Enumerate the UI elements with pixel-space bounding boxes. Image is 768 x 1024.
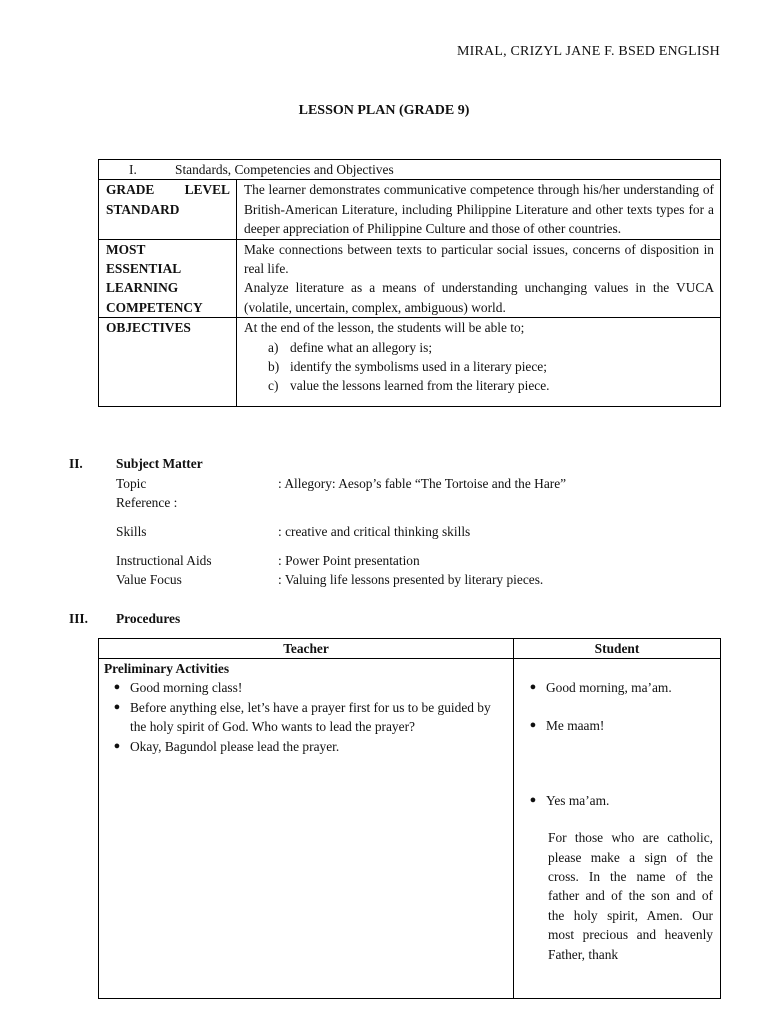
objectives-cell [237, 318, 721, 407]
document-title: LESSON PLAN (GRADE 9) [298, 103, 470, 118]
list-item: ● Yes ma’am. [520, 791, 713, 810]
grade-level-standard-text: The learner demonstrates communicative competence through his/her understanding of British-American Literature, including Philippine Literature and other texts types for a deeper appreciation of Philippine Culture and those of other countries. [237, 180, 721, 239]
section2-title: Subject Matter [116, 456, 203, 471]
topic-label: Topic [116, 476, 147, 491]
instructional-aids-value: : Power Point presentation [278, 553, 420, 568]
list-item: ● Good morning class! [104, 678, 507, 697]
list-item: b) identify the symbolisms used in a literary piece; [268, 359, 547, 375]
value-focus-label: Value Focus [116, 572, 182, 587]
section1-heading [99, 160, 721, 180]
bullet-icon: ● [113, 681, 121, 694]
competency-paragraph: Make connections between texts to particular social issues, concerns of disposition in real life. [244, 241, 714, 277]
objectives-list [244, 338, 714, 396]
skills-label: Skills [116, 524, 147, 539]
section1-number: I. [129, 162, 137, 177]
list-item: ● Okay, Bagundol please lead the prayer. [104, 737, 507, 756]
instructional-aids-label: Instructional Aids [116, 553, 212, 568]
bullet-icon: ● [529, 719, 537, 732]
column-header-student: Student [514, 639, 721, 659]
standards-table [98, 159, 721, 407]
grade-level-standard-label: GRADE LEVEL STANDARD [99, 180, 237, 239]
competency-label: MOST ESSENTIAL LEARNING COMPETENCY [99, 239, 237, 318]
section3-title: Procedures [116, 611, 181, 626]
student-prayer-text: For those who are catholic, please make a sign of the cross. In the name of the father and of the son and of the holy spirit, Amen. Our most precious and heavenly Father, thank [548, 830, 713, 962]
student-cell [514, 659, 721, 999]
list-item: ● Good morning, ma’am. [520, 678, 713, 697]
column-header-teacher: Teacher [99, 639, 514, 659]
list-item: a) define what an allegory is; [268, 339, 433, 355]
teacher-cell [99, 659, 514, 999]
competency-text [237, 239, 721, 318]
section2-number: II. [69, 456, 83, 471]
list-item: ● Me maam! [520, 716, 713, 735]
topic-value: : Allegory: Aesop’s fable “The Tortoise and the Hare” [278, 476, 567, 491]
list-item: c) value the lessons learned from the literary piece. [268, 378, 550, 394]
preliminary-activities-title: Preliminary Activities [104, 661, 230, 676]
table-row [99, 659, 721, 999]
table-header-row [99, 639, 721, 659]
value-focus-value: : Valuing life lessons presented by literary pieces. [278, 572, 544, 587]
bullet-icon: ● [529, 793, 537, 806]
objectives-label: OBJECTIVES [99, 318, 237, 407]
skills-value: : creative and critical thinking skills [278, 524, 471, 539]
bullet-icon: ● [113, 700, 121, 713]
list-item: ● Before anything else, let’s have a prayer first for us to be guided by the holy spirit of God. Who wants to lead the prayer? [104, 698, 507, 737]
table-header-row [99, 160, 721, 180]
bullet-icon: ● [113, 739, 121, 752]
table-row [99, 239, 721, 318]
section3-number: III. [69, 611, 88, 626]
table-row [99, 318, 721, 407]
section1-title: Standards, Competencies and Objectives [175, 162, 394, 177]
objectives-intro: At the end of the lesson, the students will be able to; [244, 320, 525, 336]
author-name: MIRAL, CRIZYL JANE F. BSED ENGLISH [457, 44, 720, 59]
reference-label: Reference : [116, 495, 178, 510]
table-row [99, 180, 721, 239]
bullet-icon: ● [529, 681, 537, 693]
competency-paragraph: Analyze literature as a means of understanding unchanging values in the VUCA (volatile, uncertain, complex, ambiguous) world. [244, 280, 714, 315]
procedures-table [98, 638, 721, 999]
